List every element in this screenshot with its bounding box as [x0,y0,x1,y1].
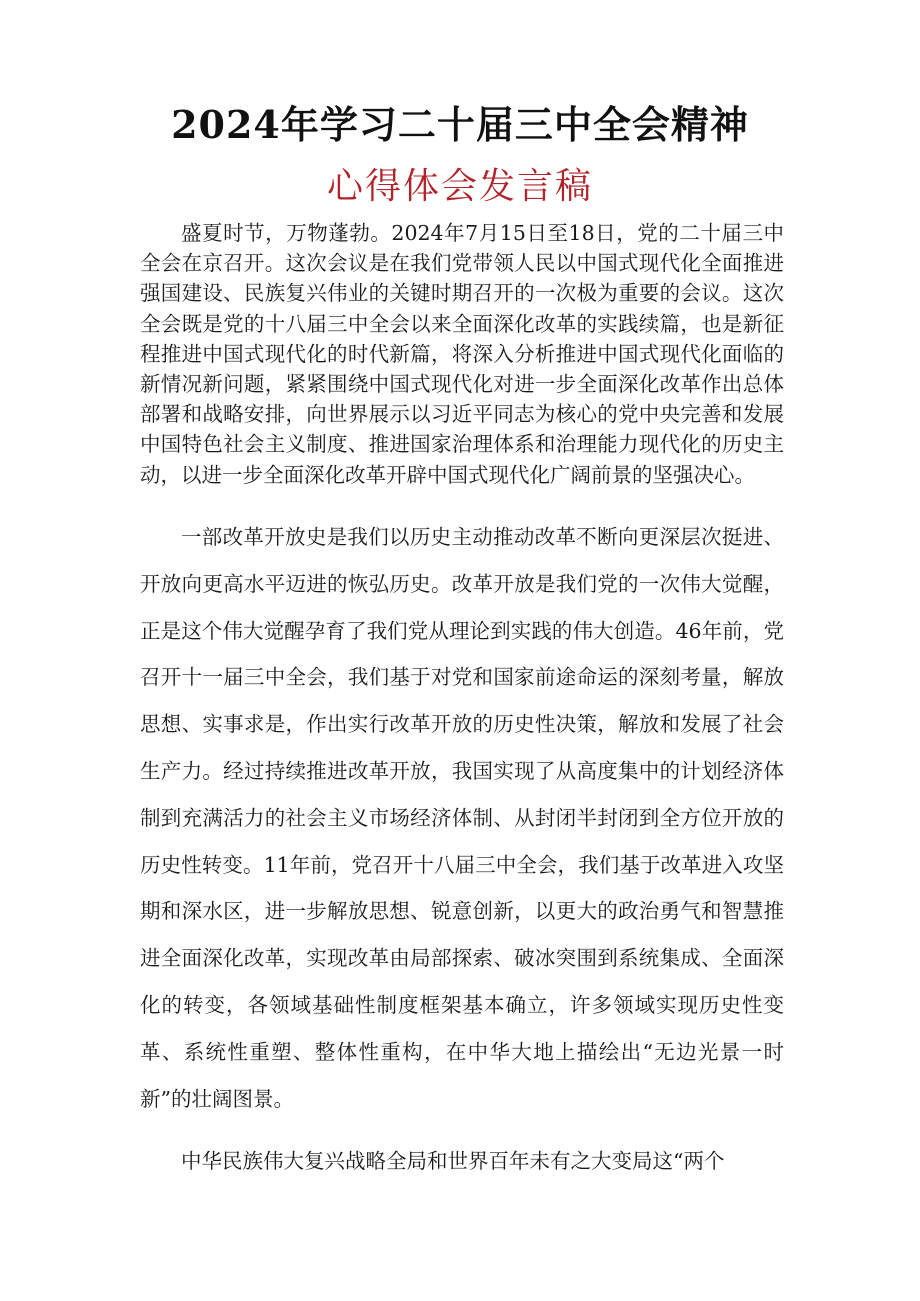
paragraph-reform-history: 一部改革开放史是我们以历史主动推动改革不断向更深层次挺进、开放向更高水平迈进的恢弘历史。改革开放是我们党的一次伟大觉醒，正是这个伟大觉醒孕育了我们党从理论到实践的伟大创造。46年前，党召开十一届三中全会，我们基于对党和国家前途命运的深刻考量，解放思想、实事求是，作出实行改革开放的历史性决策，解放和发展了社会生产力。经过持续推进改革开放，我国实现了从高度集中的计划经济体制到充满活力的社会主义市场经济体制、从封闭半封闭到全方位开放的历史性转变。11年前，党召开十八届三中全会，我们基于改革进入攻坚期和深水区，进一步解放思想、锐意创新，以更大的政治勇气和智慧推进全面深化改革，实现改革由局部探索、破冰突围到系统集成、全面深化的转变，各领域基础性制度框架基本确立，许多领域实现历史性变革、系统性重塑、整体性重构，在中华大地上描绘出“无边光景一时新”的壮阔图景。 [140,525,784,1111]
document-subtitle: 心得体会发言稿 [326,166,593,207]
paragraph-intro: 盛夏时节，万物蓬勃。2024年7月15日至18日，党的二十届三中全会在京召开。这次会议是在我们党带领人民以中国式现代化全面推进强国建设、民族复兴伟业的关键时期召开的一次极为重要的会议。这次全会既是党的十八届三中全会以来全面深化改革的实践续篇，也是新征程推进中国式现代化的时代新篇，将深入分析推进中国式现代化面临的新情况新问题，紧紧围绕中国式现代化对进一步全面深化改革作出总体部署和战略安排，向世界展示以习近平同志为核心的党中央完善和发展中国特色社会主义制度、推进国家治理体系和治理能力现代化的历史主动，以进一步全面深化改革开辟中国式现代化广阔前景的坚强决心。 [140,221,784,487]
paragraph-two-overall-situations: 中华民族伟大复兴战略全局和世界百年未有之大变局这“两个 [181,1149,725,1173]
document-title: 2024年学习二十届三中全会精神 [171,102,749,147]
